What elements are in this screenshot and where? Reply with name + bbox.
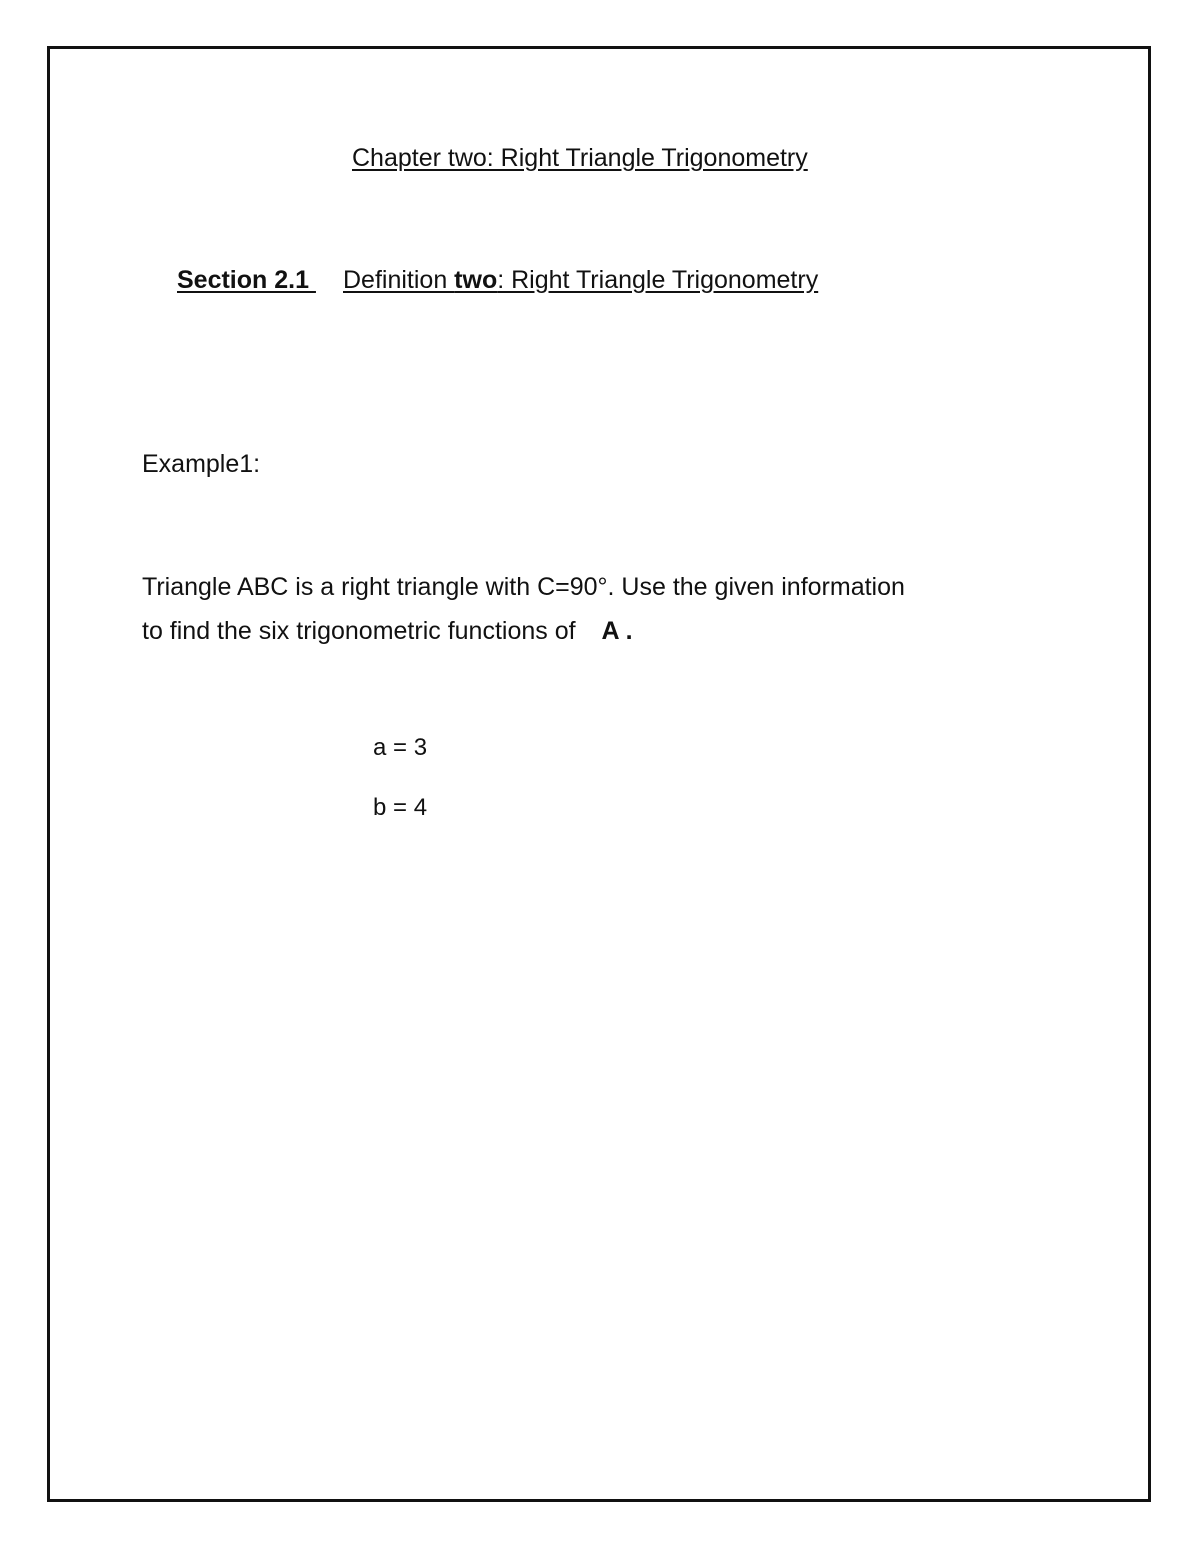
chapter-title: Chapter two: Right Triangle Trigonometry bbox=[352, 144, 808, 172]
problem-line-2-text: to find the six trigonometric functions of bbox=[142, 617, 576, 645]
example-label: Example1: bbox=[142, 450, 261, 478]
page-border bbox=[47, 46, 1151, 1502]
problem-statement bbox=[142, 565, 1072, 653]
section-label-bold: two bbox=[454, 266, 498, 294]
section-heading bbox=[177, 266, 818, 295]
problem-line-2 bbox=[142, 609, 1072, 653]
section-gap bbox=[309, 266, 343, 295]
given-a: a = 3 bbox=[373, 734, 428, 761]
section-label-prefix: Definition bbox=[343, 266, 455, 294]
problem-variable: A . bbox=[601, 617, 633, 645]
section-label-suffix: : Right Triangle Trigonometry bbox=[497, 266, 819, 294]
problem-line-1: Triangle ABC is a right triangle with C=90°. Use the given information bbox=[142, 573, 905, 601]
given-b: b = 4 bbox=[373, 794, 428, 821]
section-number: Section 2.1 bbox=[177, 266, 309, 294]
